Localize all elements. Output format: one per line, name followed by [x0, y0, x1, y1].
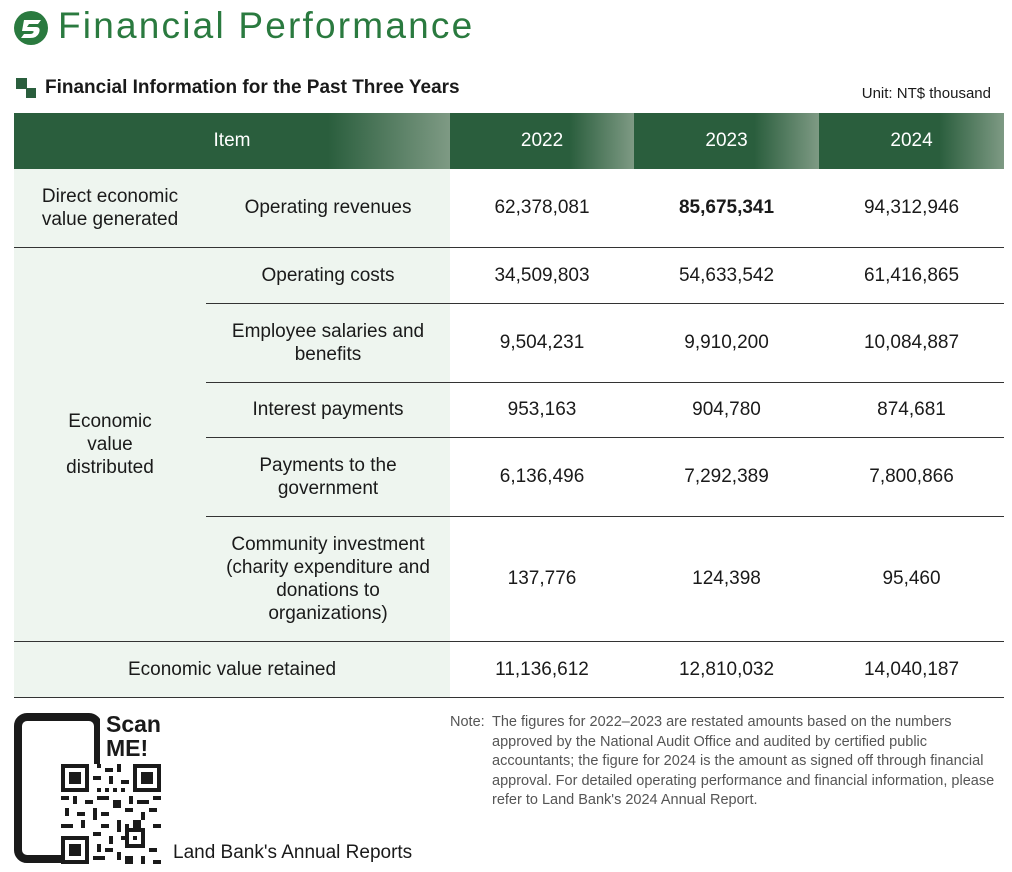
cell-value: 10,084,887	[819, 303, 1004, 382]
row-label-retained: Economic value retained	[14, 641, 450, 697]
cell-value: 953,163	[450, 382, 634, 437]
cell-value: 7,800,866	[819, 437, 1004, 516]
table-row-retained	[14, 641, 1004, 697]
cell-value: 9,504,231	[450, 303, 634, 382]
land-bank-logo	[14, 11, 48, 45]
cell-value: 94,312,946	[819, 169, 1004, 247]
qr-code-icon[interactable]	[61, 764, 161, 864]
table-row-operating-costs	[14, 247, 1004, 303]
section-title: Financial Information for the Past Three Years	[45, 77, 460, 98]
scan-me-label: Scan ME!	[106, 711, 161, 761]
table-header-row	[14, 113, 1004, 169]
cell-value: 62,378,081	[450, 169, 634, 247]
row-label: Community investment (charity expenditure and donations to organizations)	[206, 516, 450, 641]
cell-value: 904,780	[634, 382, 819, 437]
annual-reports-link[interactable]: Land Bank's Annual Reports	[173, 842, 413, 863]
cell-value: 61,416,865	[819, 247, 1004, 303]
row-label: Payments to the government	[206, 437, 450, 516]
note-label: Note:	[450, 714, 485, 730]
cell-value: 9,910,200	[634, 303, 819, 382]
cell-value: 874,681	[819, 382, 1004, 437]
section-marker-icon	[16, 78, 36, 98]
header-year: 2022	[450, 113, 634, 169]
cell-value: 137,776	[450, 516, 634, 641]
cell-value: 34,509,803	[450, 247, 634, 303]
cell-value: 12,810,032	[634, 641, 819, 697]
header-year: 2023	[634, 113, 819, 169]
note-text: The figures for 2022–2023 are restated amounts based on the numbers approved by the National Audit Office and audited by certified public accountants; the figure for 2024 is the amount as signed off through financial approval. For detailed operating performance and financial information, please refer to Land Bank's 2024 Annual Report.	[492, 714, 995, 808]
footnote	[450, 713, 1006, 811]
header-item: Item	[14, 113, 450, 169]
cell-value: 14,040,187	[819, 641, 1004, 697]
cell-value: 11,136,612	[450, 641, 634, 697]
header-year: 2024	[819, 113, 1004, 169]
row-label: Interest payments	[206, 382, 450, 437]
group-label-distributed: Economic value distributed	[14, 247, 206, 641]
unit-label: Unit: NT$ thousand	[861, 85, 991, 102]
page-title: Financial Performance	[58, 5, 475, 46]
cell-value: 124,398	[634, 516, 819, 641]
cell-value: 95,460	[819, 516, 1004, 641]
cell-value: 7,292,389	[634, 437, 819, 516]
group-label-generated: Direct economic value generated	[14, 169, 206, 247]
cell-value: 54,633,542	[634, 247, 819, 303]
row-label: Operating costs	[206, 247, 450, 303]
table-row-operating-revenues	[14, 169, 1004, 247]
row-label: Employee salaries and benefits	[206, 303, 450, 382]
cell-value: 85,675,341	[634, 169, 819, 247]
cell-value: 6,136,496	[450, 437, 634, 516]
financial-table	[14, 113, 1004, 698]
row-label: Operating revenues	[206, 169, 450, 247]
